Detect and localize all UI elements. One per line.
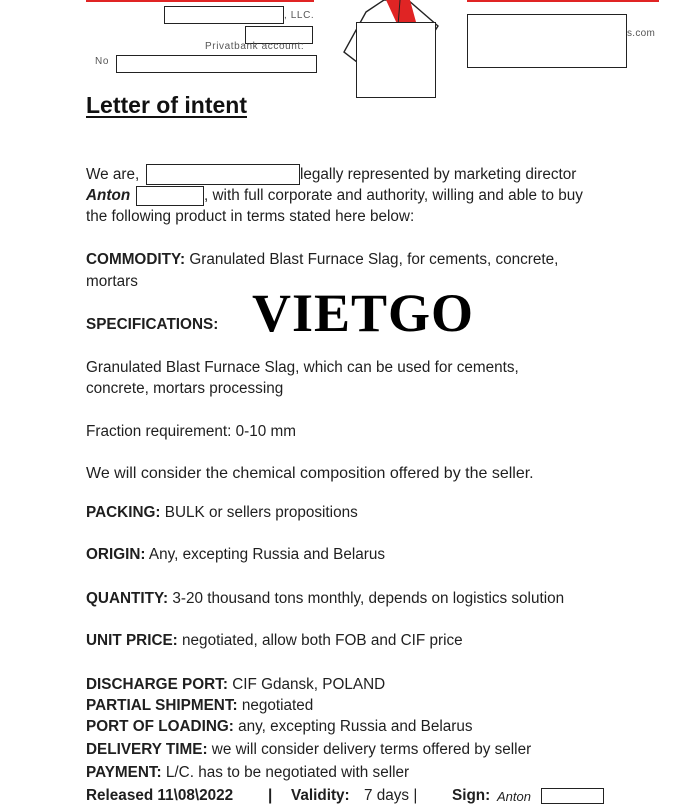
delivery-time-value: we will consider delivery terms offered by seller [211,741,532,758]
unit-price-value: negotiated, allow both FOB and CIF price [182,632,463,649]
intro-authority: , with full corporate and authority, willing and able to buy [204,187,583,204]
intro-we-are: We are, [86,166,140,183]
specifications-line-1: Granulated Blast Furnace Slag, which can be used for cements, [86,359,519,376]
origin-value: Any, excepting Russia and Belarus [148,546,386,563]
chemical-composition: We will consider the chemical composition offered by the seller. [86,465,534,482]
intro-following: the following product in terms stated here below: [86,208,415,225]
intro-director-name: Anton [86,187,131,204]
privatbank-label: Privatbank account: [205,41,305,52]
intro-legally: legally represented by marketing director [300,166,577,183]
partial-shipment-line [86,695,313,716]
port-of-loading-value: any, excepting Russia and Belarus [238,718,473,735]
document-title: Letter of intent [86,92,247,118]
unit-price-label: UNIT PRICE: [86,632,178,649]
commodity-label: COMMODITY: [86,251,186,268]
commodity-value-cont: mortars [86,273,138,290]
quantity-line [86,588,564,609]
specifications-line-2: concrete, mortars processing [86,380,284,397]
discharge-port-label: DISCHARGE PORT: [86,676,228,693]
commodity-value: Granulated Blast Furnace Slag, for cements, concrete, [189,251,559,268]
validity-value: 7 days | [364,787,418,804]
packing-line [86,502,358,523]
discharge-port-value: CIF Gdansk, POLAND [232,676,386,693]
packing-value: BULK or sellers propositions [164,504,358,521]
no-label: No [95,56,109,67]
sign-label: Sign: [452,787,491,804]
footer-separator: | [268,787,273,804]
partial-shipment-label: PARTIAL SHIPMENT: [86,697,238,714]
website-fragment: s.com [627,28,656,39]
redacted-logo-block [356,22,436,98]
sign-name: Anton [497,789,531,804]
quantity-label: QUANTITY: [86,590,169,607]
origin-label: ORIGIN: [86,546,146,563]
payment-line [86,762,409,783]
commodity-line [86,249,558,270]
delivery-time-line [86,739,531,760]
redacted-signature [541,788,604,804]
partial-shipment-value: negotiated [241,697,314,714]
fraction-requirement: Fraction requirement: 0-10 mm [86,423,296,440]
port-of-loading-label: PORT OF LOADING: [86,718,234,735]
redacted-company-name [164,6,284,24]
port-of-loading-line [86,716,473,737]
vietgo-watermark: VIETGO [252,283,475,343]
llc-suffix: , LLC. [284,10,315,21]
header-rule-left [86,0,314,2]
redacted-buyer-company [146,164,300,185]
redacted-director-surname [136,186,204,206]
unit-price-line [86,630,463,651]
packing-label: PACKING: [86,504,161,521]
specifications-label: SPECIFICATIONS: [86,316,219,333]
delivery-time-label: DELIVERY TIME: [86,741,208,758]
payment-label: PAYMENT: [86,764,162,781]
validity-label: Validity: [291,787,350,804]
header-rule-right [467,0,659,2]
origin-line [86,544,385,565]
quantity-value: 3-20 thousand tons monthly, depends on logistics solution [172,590,565,607]
payment-value: L/C. has to be negotiated with seller [165,764,410,781]
discharge-port-line [86,674,385,695]
redacted-account-number [116,55,317,73]
released-date: Released 11\08\2022 [86,787,234,804]
redacted-contact-info [467,14,627,68]
